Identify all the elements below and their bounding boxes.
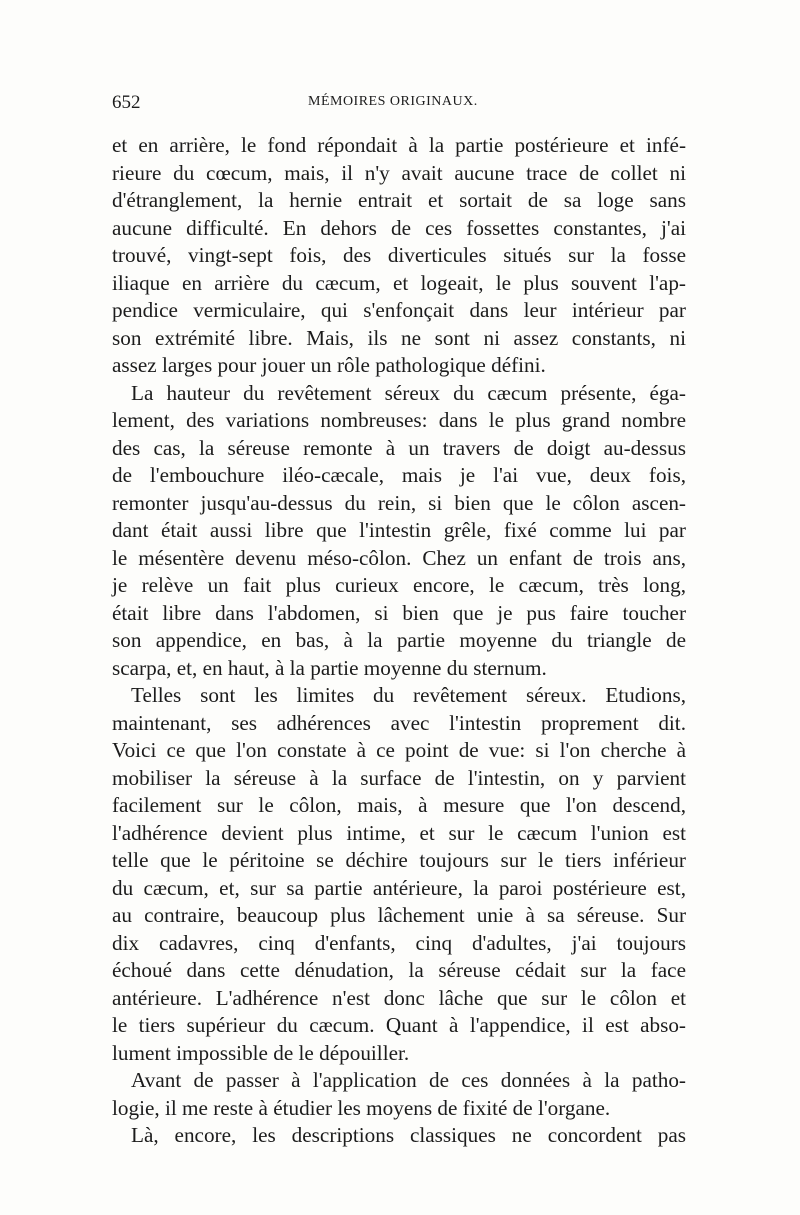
text-line: lument impossible de le dépouiller.	[112, 1040, 410, 1065]
paragraph	[112, 1067, 686, 1122]
page-number: 652	[112, 92, 141, 113]
text-line: Avant de passer à l'application de ces données à la patho-	[131, 1068, 686, 1092]
text-line: d'étranglement, la hernie entrait et sortait de sa loge sans	[112, 188, 686, 212]
text-line: lement, des variations nombreuses: dans le plus grand nombre	[112, 408, 686, 432]
text-line: La hauteur du revêtement séreux du cæcum présente, éga-	[131, 380, 686, 405]
text-line: au contraire, beaucoup plus lâchement unie à sa séreuse. Sur	[112, 903, 686, 927]
text-line: son extrémité libre. Mais, ils ne sont ni assez constants, ni	[112, 325, 686, 350]
text-line: Voici ce que l'on constate à ce point de vue: si l'on cherche à	[112, 738, 686, 762]
text-line: son appendice, en bas, à la partie moyenne du triangle de	[112, 628, 686, 652]
running-title: MÉMOIRES ORIGINAUX.	[308, 94, 478, 109]
text-line: antérieure. L'adhérence n'est donc lâche que sur le côlon et	[112, 985, 686, 1010]
text-line: telle que le péritoine se déchire toujours sur le tiers inférieur	[112, 848, 686, 872]
body-text	[112, 132, 686, 1150]
text-line: le tiers supérieur du cæcum. Quant à l'appendice, il est abso-	[112, 1013, 686, 1037]
text-line: dix cadavres, cinq d'enfants, cinq d'adultes, j'ai toujours	[112, 930, 686, 955]
text-line: scarpa, et, en haut, à la partie moyenne du sternum.	[112, 655, 547, 680]
paragraph	[112, 132, 686, 380]
text-line: je relève un fait plus curieux encore, le cæcum, très long,	[112, 573, 686, 597]
book-page	[112, 92, 686, 1150]
text-line: mobiliser la séreuse à la surface de l'intestin, on y parvient	[112, 765, 686, 790]
text-line: de l'embouchure iléo-cæcale, mais je l'ai vue, deux fois,	[112, 463, 686, 487]
text-line: du cæcum, et, sur sa partie antérieure, la paroi postérieure est,	[112, 875, 686, 900]
text-line: rieure du cœcum, mais, il n'y avait aucune trace de collet ni	[112, 160, 686, 185]
text-line: Là, encore, les descriptions classiques ne concordent pas	[131, 1123, 686, 1147]
paragraph	[112, 682, 686, 1067]
text-line: pendice vermiculaire, qui s'enfonçait dans leur intérieur par	[112, 298, 686, 322]
text-line: des cas, la séreuse remonte à un travers de doigt au-dessus	[112, 435, 686, 460]
text-line: échoué dans cette dénudation, la séreuse cédait sur la face	[112, 958, 686, 982]
text-line: le mésentère devenu méso-côlon. Chez un enfant de trois ans,	[112, 545, 686, 570]
text-line: remonter jusqu'au-dessus du rein, si bien que le côlon ascen-	[112, 490, 686, 515]
page-header	[112, 92, 686, 132]
text-line: l'adhérence devient plus intime, et sur le cæcum l'union est	[112, 820, 686, 845]
text-line: logie, il me reste à étudier les moyens de fixité de l'organe.	[112, 1095, 611, 1120]
text-line: aucune difficulté. En dehors de ces fossettes constantes, j'ai	[112, 215, 686, 240]
text-line: facilement sur le côlon, mais, à mesure que l'on descend,	[112, 793, 686, 817]
text-line: iliaque en arrière du cæcum, et logeait, le plus souvent l'ap-	[112, 270, 686, 295]
text-line: et en arrière, le fond répondait à la partie postérieure et infé-	[112, 133, 686, 157]
text-line: était libre dans l'abdomen, si bien que je pus faire toucher	[112, 600, 686, 625]
text-line: dant était aussi libre que l'intestin grêle, fixé comme lui par	[112, 518, 686, 542]
paragraph	[112, 380, 686, 683]
text-line: trouvé, vingt-sept fois, des diverticules situés sur la fosse	[112, 243, 686, 267]
paragraph	[112, 1122, 686, 1150]
text-line: Telles sont les limites du revêtement séreux. Etudions,	[131, 683, 686, 707]
text-line: assez larges pour jouer un rôle pathologique défini.	[112, 353, 546, 377]
text-line: maintenant, ses adhérences avec l'intestin proprement dit.	[112, 710, 686, 735]
